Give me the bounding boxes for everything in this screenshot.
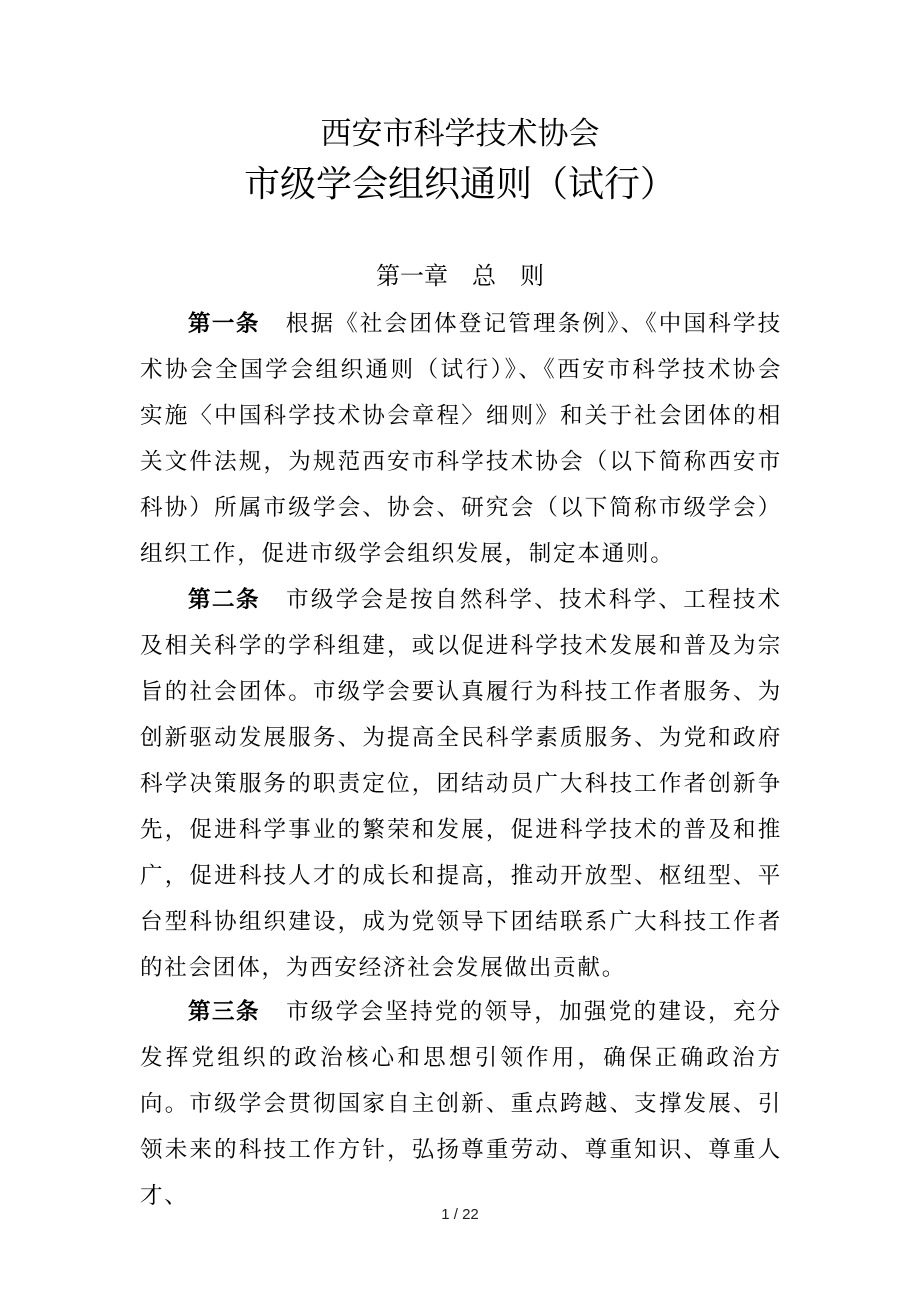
article-1 <box>140 301 782 577</box>
article-1-text: 根据《社会团体登记管理条例》、《中国科学技术协会全国学会组织通则（试行）》、《西安市科学技术协会实施〈中国科学技术协会章程〉细则》和关于社会团体的相关文件法规，为规范西安市科学技术协会（以下简称西安市科协）所属市级学会、协会、研究会（以下简称市级学会）组织工作，促进市级学会组织发展，制定本通则。 <box>140 311 782 567</box>
chapter-name-2: 则 <box>520 262 544 290</box>
article-3-text: 市级学会坚持党的领导，加强党的建设，充分发挥党组织的政治核心和思想引领作用，确保正确政治方向。市级学会贯彻国家自主创新、重点跨越、支撑发展、引领未来的科技工作方针，弘扬尊重劳动、尊重知识、尊重人才、 <box>140 999 782 1209</box>
article-3-label: 第三条 <box>188 999 261 1025</box>
chapter-number: 第一章 <box>376 262 448 290</box>
article-2-text: 市级学会是按自然科学、技术科学、工程技术及相关科学的学科组建，或以促进科学技术发展和普及为宗旨的社会团体。市级学会要认真履行为科技工作者服务、为创新驱动发展服务、为提高全民科学素质服务、为党和政府科学决策服务的职责定位，团结动员广大科技工作者创新争先，促进科学事业的繁荣和发展，促进科学技术的普及和推广，促进科技人才的成长和提高，推动开放型、枢纽型、平台型科协组织建设，成为党领导下团结联系广大科技工作者的社会团体，为西安经济社会发展做出贡献。 <box>140 587 782 981</box>
article-3 <box>140 989 782 1219</box>
page-number: 1 / 22 <box>441 1206 479 1223</box>
document-title-line1: 西安市科学技术协会 <box>320 116 600 152</box>
article-2 <box>140 577 782 991</box>
document-title-line2: 市级学会组织通则（试行） <box>243 164 676 205</box>
chapter-name-1: 总 <box>472 262 496 290</box>
article-2-label: 第二条 <box>188 587 261 613</box>
article-1-label: 第一条 <box>188 311 260 337</box>
chapter-heading <box>0 254 920 298</box>
